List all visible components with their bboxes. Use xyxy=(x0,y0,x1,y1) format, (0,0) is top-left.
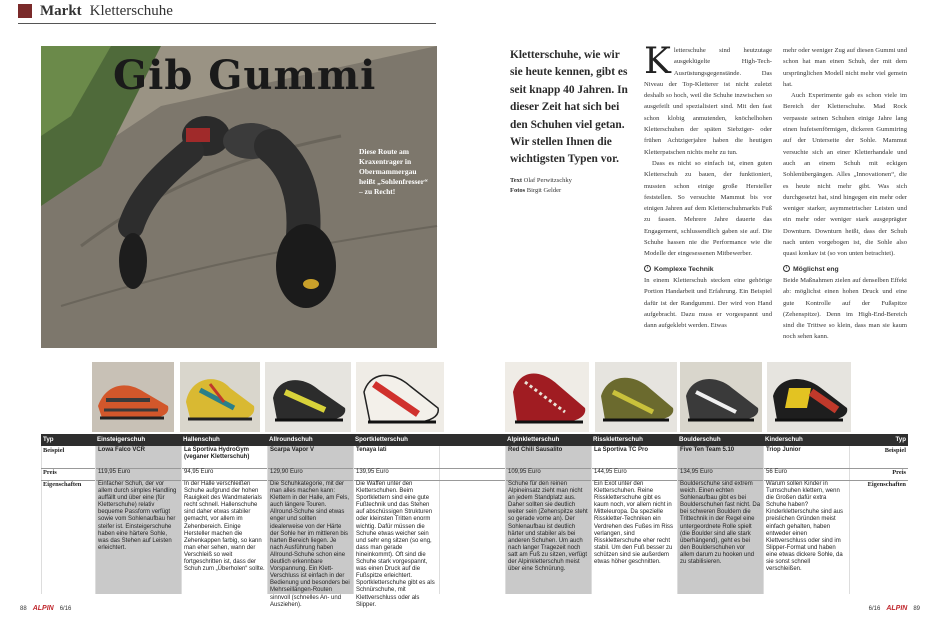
comparison-table xyxy=(41,434,908,608)
table-cell: 134,95 Euro xyxy=(677,468,763,480)
table-header-cell: Alpinkletterschuh xyxy=(507,436,560,443)
shoe-image xyxy=(180,362,260,432)
table-header-cell: Risskletterschuh xyxy=(593,436,643,443)
arrow-circle-icon: › xyxy=(783,265,790,272)
body-column-1 xyxy=(644,41,772,331)
subheading xyxy=(644,264,772,275)
table-cell: Die Schuhkategorie, mit der man alles machen kann: Klettern in der Halle, am Fels, auch längere Touren. Allround-Schuhe sind etwas enger und sollten idealerweise von der Härte der Sohle her im mittleren bis harten Bereich liegen. Je nach Ausführung haben Allround-Schuhe schon eine deutlich erkennbare Vorspannung. Ein Klett-Verschluss ist einfach in der Bedienung und besonders bei Mehrseillängen-Routen sinnvoll (schnelles An- und Ausziehen). xyxy=(267,480,353,594)
footer-left xyxy=(20,605,71,612)
table-cell: 109,95 Euro xyxy=(505,468,591,480)
body-paragraph: Beide Maßnahmen zielen auf denselben Effekt ab: möglichst einen hohen Druck und eine gute Kontrolle auf der Fußspitze (Zehenspitze). Denn im High-End-Bereich sind die Trittwe so klein, dass man sie kaum noch sehen kann. xyxy=(783,276,907,341)
section-marker xyxy=(18,4,32,18)
table-row xyxy=(41,480,908,608)
table-header-cell: Sportkletterschuh xyxy=(355,436,408,443)
table-row xyxy=(41,468,908,480)
table-header-cell: Allroundschuh xyxy=(269,436,313,443)
subheading-text: Komplexe Technik xyxy=(654,265,714,273)
page-number: 89 xyxy=(913,605,920,612)
table-header-cell: Boulderschuh xyxy=(679,436,721,443)
body-column-2 xyxy=(783,45,907,343)
table-cell: 129,90 Euro xyxy=(267,468,353,480)
issue-number: 6/16 xyxy=(868,605,881,612)
row-label: Preis xyxy=(43,469,57,476)
table-cell: La Sportiva TC Pro xyxy=(591,446,677,468)
section-title: Markt xyxy=(40,2,82,19)
section-header xyxy=(18,0,173,22)
row-label: Eigenschaften xyxy=(43,481,82,488)
shoe-image xyxy=(356,362,444,432)
table-cell: 139,95 Euro xyxy=(353,468,439,480)
table-cell: Red Chili Sausalito xyxy=(505,446,591,468)
row-label: Eigenschaften xyxy=(867,481,906,488)
article-title: Gib Gummi xyxy=(113,52,377,99)
body-paragraph: In einem Kletterschuh stecken eine gehörige Portion Handarbeit und Erfahrung. Ein Beispiel dafür ist der Randgummi. Der wird von Hand aufgebracht. Dazu muss er vorgespannt und dann aufgeklebt werden. Etwas xyxy=(644,276,772,330)
row-label: Beispiel xyxy=(43,447,65,454)
section-subtitle: Kletterschuhe xyxy=(89,2,173,19)
body-paragraph: mehr oder weniger Zug auf diesen Gummi und schon hat man einen Schuh, der mit dem ursprünglichen Modell nicht mehr viel gemein hat. xyxy=(783,47,907,88)
credits xyxy=(510,176,635,196)
table-cell: Triop Junior xyxy=(763,446,849,468)
table-cell: Warum sollen Kinder in Turnschuhen klettern, wenn die Großen dafür extra Schuhe haben? Kinderkletterschuhe sind aus preislichen Gründen meist einfach gehalten, haben entweder einen Klettverschluss oder sind im Slipper-Format und haben eine etwas dickere Sohle, da sie sonst schnell verschleißen. xyxy=(763,480,849,594)
table-cell: In der Halle verschleißen Schuhe aufgrund der hohen Rauigkeit des Wandmaterials recht schnell. Hallenschuhe sind daher etwas stabiler gemacht, vor allem im Zehenbereich. Einige Hersteller machen die Zehenkappen farbig, so kann man eher sehen, wann der Verschleiß so weit fortgeschritten ist, dass der Schuh zum „Überholen“ sollte. xyxy=(181,480,267,594)
table-row xyxy=(41,446,908,468)
photo-author: Birgit Gelder xyxy=(526,186,562,194)
table-cell: 56 Euro xyxy=(763,468,849,480)
table-cell: 119,95 Euro xyxy=(95,468,181,480)
table-header-cell: Typ xyxy=(43,436,54,443)
table-header-cell: Typ xyxy=(895,436,906,443)
table-cell: Die Waffen unter den Kletterschuhen. Beim Sportklettern sind eine gute Fußtechnik und das Stehen auf abschüssigen Strukturen oder kleinsten Tritten enorm wichtig. Dafür müssen die Schuhe etwas weicher sein und sehr eng sitzen (so eng, dass man gerade hineinkommt). Oft sind die Schuhe stark vorgespannt, was einen Druck auf die Fußspitze erleichtert. Sportkletterschuhe gibt es als Schnürschuhe, mit Klettverschluss oder als Slipper. xyxy=(353,480,439,594)
row-label: Preis xyxy=(892,469,906,476)
table-cell: 94,95 Euro xyxy=(181,468,267,480)
table-header-cell xyxy=(439,434,505,446)
subheading-text: Möglichst eng xyxy=(793,265,839,273)
table-cell: Ein Exot unter den Kletterschuhen. Reine Risskletterschuhe gibt es kaum noch, vor allem nicht in Mitteleuropa. Da spezielle Risskletter-Techniken ein Verdrehen des Fußes im Riss verlangen, sind Risskletterschuhe eher recht stabil. Um den Fuß besser zu schützen sind sie außerdem etwas höher geschnitten. xyxy=(591,480,677,594)
shoe-image xyxy=(767,362,851,432)
body-paragraph: Dass es nicht so einfach ist, einen guten Kletterschuh zu bauen, der funktioniert, mussten schon einige große Hersteller feststellen. So versuchte Mammut bis vor einigen Jahren auf dem Kletterschuhmarkts Fuß zu fassen. Mehrere Jahre dauerte das Engagement, schlussendlich gaben sie auf. Die Schuhe hassen nie die Performance wie die Modelle der eingesessenen Mitbewerber. xyxy=(644,159,772,258)
brand-logo: ALPIN xyxy=(32,605,54,612)
photo-label: Fotos xyxy=(510,186,526,194)
table-header-cell: Hallenschuh xyxy=(183,436,220,443)
table-cell: Tenaya Iati xyxy=(353,446,439,468)
brand-logo: ALPIN xyxy=(886,605,908,612)
table-header-cell: Einsteigerschuh xyxy=(97,436,146,443)
table-header-row xyxy=(41,434,908,446)
row-label: Beispiel xyxy=(884,447,906,454)
shoe-image xyxy=(265,362,351,432)
arrow-circle-icon: › xyxy=(644,265,651,272)
table-header-cell: Kinderschuh xyxy=(765,436,803,443)
issue-number: 6/16 xyxy=(59,605,72,612)
text-author: Olaf Perwitzschky xyxy=(523,176,572,184)
intro-block xyxy=(510,47,635,196)
shoe-image xyxy=(680,362,762,432)
page-number: 88 xyxy=(20,605,27,612)
table-cell: Lowa Falco VCR xyxy=(95,446,181,468)
table-cell: Einfacher Schuh, der vor allem durch simples Handling auffällt und über eine (für Kletterschuhe) relativ bequeme Passform verfügt sowie vom Sohlenaufbau her steifer ist. Einsteigerschuhe haben eine härtere Sohle, was das Stehen auf Leisten erleichtert. xyxy=(95,480,181,594)
table-cell: La Sportiva HydroGym (veganer Kletterschuh) xyxy=(181,446,267,468)
shoe-image xyxy=(92,362,174,432)
footer-right xyxy=(869,605,920,612)
shoe-image xyxy=(595,362,677,432)
table-cell: Schuhe für den reinen Alpineinsatz zieht man nicht an jedem Standplatz aus. Daher sollten sie deutlich weiter sein (Zehenspitze steht so gerade vorne an). Der Sohlenaufbau ist deutlich härter und stabiler als bei anderen Schuhen. Um auch nach langer Tragezeit noch satt am Fuß zu sitzen, verfügt der Alpinkletterschuh meist über eine Schnürung. xyxy=(505,480,591,594)
body-paragraph: Auch Experimente gab es schon viele im Bereich der Kletterschuhe. Mad Rock verpasste seinen Schuhen einige Jahre lang einen hufeisenförmigen, dickeren Gummiring auf der Unterseite der Sohle. Mammut versuchte sich an einer Kletterhandale und auch an einem Schuh mit eckigen Sohlenübergängen. Alles „Innovationen“, die es heute nicht mehr gibt. Was sich durchgesetzt hat, sind hingegen ein mehr oder weniger starker, asymmetrischer Leisten und ein mehr oder weniger stark ausgeprägter Downturn. Downturn heißt, dass der Schuh nach unten vorgebogen ist, die Sohle also quasi konkav ist (so von unten betrachtet). xyxy=(783,92,907,258)
photo-caption: Diese Route am Kraxentrager in Obermammergau heißt „Sohlenfresser“ – zu Recht! xyxy=(359,147,428,196)
table-cell: Scarpa Vapor V xyxy=(267,446,353,468)
hero-photo xyxy=(41,46,437,348)
table-cell: Boulderschuhe sind extrem weich. Einen echten Sohlenaufbau gibt es bei Boulderschuhen fast nicht. Da bei schweren Bouldern die Trittechnik in der Regel eine untergeordnete Rolle spielt (die Boulder sind alle stark überhängend), geht es bei den Boulderschuhen vor allem darum zu hooken und zu stabilisieren. xyxy=(677,480,763,594)
table-cell: Five Ten Team 5.10 xyxy=(677,446,763,468)
subheading xyxy=(783,264,907,275)
dropcap: K xyxy=(644,41,671,82)
table-cell: 144,95 Euro xyxy=(591,468,677,480)
header-rule xyxy=(18,23,436,24)
body-paragraph: letterschuhe sind heutzutage ausgeklügelte High-Tech-Ausrüstungsgegenstände. Das Niveau der Top-Kletterer ist nicht zuletzt deshalb so hoch, weil die Schuhe inzwischen so ausgefeilt und spezialisiert sind. Mit den fast schon klobig anmutenden, knöchelhohen Kletterschuhen der späten Siebziger- oder frühen Achtzigerjahre haben die heutigen Kletterpatschen nichts mehr zu tun. xyxy=(644,47,772,156)
text-label: Text xyxy=(510,176,523,184)
intro-text: Kletterschuhe, wie wir sie heute kennen, gibt es seit knapp 40 Jahren. In dieser Zeit hat sich bei den Schuhen viel getan. Wir stellen Ihnen die wichtigsten Typen vor. xyxy=(510,49,628,166)
shoe-image xyxy=(505,362,589,432)
